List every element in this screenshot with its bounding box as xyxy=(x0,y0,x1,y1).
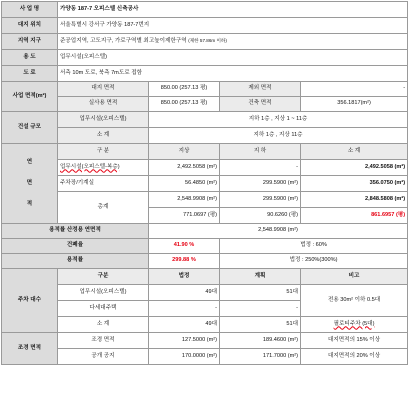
parking-col-type: 구분 xyxy=(58,269,149,285)
floor-sum-above-m2: 2,548.9908 (m²) xyxy=(149,192,220,208)
parking-note-2: 필로티주차 (5대) xyxy=(333,320,375,327)
parking-label: 주차 대수 xyxy=(2,269,58,333)
floor-sum-below-py: 90.6260 (평) xyxy=(220,208,301,224)
zone-label: 지역 지구 xyxy=(2,34,58,50)
parking-multi-plan: - xyxy=(220,301,301,317)
far-value: 299.88 % xyxy=(149,254,220,269)
floor-col-above: 지상 xyxy=(149,144,220,160)
floor-col-type: 구 분 xyxy=(58,144,149,160)
site-area-value: 850.00 (257.13 평) xyxy=(149,82,220,97)
floor-sum-label: 총계 xyxy=(58,192,149,224)
far-area-label: 용적률 산정용 연면적 xyxy=(2,224,149,239)
parking-col-legal: 법정 xyxy=(149,269,220,285)
parking-multi-label: 다세대주택 xyxy=(58,301,149,317)
parking-total-plan: 51대 xyxy=(220,317,301,333)
floor-row-total: 356.0750 (m²) xyxy=(301,176,408,192)
parking-note-1: 전용 30m² 이하 0.5대 xyxy=(301,285,408,317)
landscape-open-legal: 170.0000 (m²) xyxy=(149,349,220,365)
project-name-label: 사 업 명 xyxy=(2,2,58,18)
landscape-land-label: 조경 면적 xyxy=(58,333,149,349)
usage-value: 업무시설(오피스텔) xyxy=(58,50,408,66)
floor-row-type: 주차장/기계실 xyxy=(58,176,149,192)
scale-office-label: 업무시설(오피스텔) xyxy=(58,112,149,128)
scale-label: 건설 규모 xyxy=(2,112,58,144)
floor-row-type-text: 업무시설(오피스텔-복층) xyxy=(60,163,120,170)
exclusion-label: 제외 면적 xyxy=(220,82,301,97)
floor-row-above: 56.4850 (m²) xyxy=(149,176,220,192)
scale-total-label: 소 계 xyxy=(58,128,149,144)
parking-multi-legal: - xyxy=(149,301,220,317)
actual-area-label: 실사용 면적 xyxy=(58,97,149,112)
actual-area-value: 850.00 (257.13 평) xyxy=(149,97,220,112)
parking-office-label: 업무시설(오피스텔) xyxy=(58,285,149,301)
scale-office-value: 지하 1층 , 지상 1 ~ 11층 xyxy=(149,112,408,128)
floor-area-label xyxy=(2,144,58,224)
far-legal: 법정 : 250%(300%) xyxy=(220,254,408,269)
road-value: 서측 10m 도로, 북측 7m도로 접함 xyxy=(58,66,408,82)
parking-total-legal: 49대 xyxy=(149,317,220,333)
area-label: 사업 면적(m²) xyxy=(2,82,58,112)
table-row xyxy=(2,160,408,176)
site-area-label: 대지 면적 xyxy=(58,82,149,97)
parking-col-plan: 계획 xyxy=(220,269,301,285)
floor-sum-below-m2: 299.5900 (m²) xyxy=(220,192,301,208)
landscape-land-note: 대지면적의 15% 이상 xyxy=(301,333,408,349)
parking-office-legal: 49대 xyxy=(149,285,220,301)
floor-sum-total-py: 861.6957 (평) xyxy=(301,208,408,224)
floor-row-above: 2,492.5058 (m²) xyxy=(149,160,220,176)
far-label: 용적률 xyxy=(2,254,149,269)
landscape-open-plan: 171.7000 (m²) xyxy=(220,349,301,365)
landscape-label: 조경 면적 xyxy=(2,333,58,365)
building-area-value: 356.1817(m²) xyxy=(301,97,408,112)
scale-total-value: 지하 1층 , 지상 11층 xyxy=(149,128,408,144)
landscape-land-legal: 127.5000 (m²) xyxy=(149,333,220,349)
floor-row-type xyxy=(58,160,149,176)
zone-cell xyxy=(58,34,408,50)
bcr-legal: 법정 : 60% xyxy=(220,239,408,254)
floor-area-label-1: 연 xyxy=(26,158,33,165)
far-area-value: 2,548.9908 (m²) xyxy=(149,224,408,239)
building-area-label: 건축 면적 xyxy=(220,97,301,112)
parking-col-note: 비고 xyxy=(301,269,408,285)
project-name-value: 가양동 187-7 오피스텔 신축공사 xyxy=(58,2,408,18)
exclusion-value: - xyxy=(301,82,408,97)
floor-row-total: 2,492.5058 (m²) xyxy=(301,160,408,176)
floor-row-below: - xyxy=(220,160,301,176)
parking-office-plan: 51대 xyxy=(220,285,301,301)
usage-label: 용 도 xyxy=(2,50,58,66)
floor-col-total: 소 계 xyxy=(301,144,408,160)
parking-note-2-cell xyxy=(301,317,408,333)
table-row xyxy=(2,176,408,192)
floor-area-label-2: 면 xyxy=(26,180,33,187)
parking-total-label: 소 계 xyxy=(58,317,149,333)
project-summary-table xyxy=(1,1,408,365)
bcr-label: 건폐율 xyxy=(2,239,149,254)
floor-area-label-3: 적 xyxy=(26,201,33,208)
road-label: 도 로 xyxy=(2,66,58,82)
site-location-value: 서울특별시 강서구 가양동 187-7번지 xyxy=(58,18,408,34)
landscape-land-plan: 189.4600 (m²) xyxy=(220,333,301,349)
floor-sum-above-py: 771.0697 (평) xyxy=(149,208,220,224)
site-location-label: 대지 위치 xyxy=(2,18,58,34)
zone-value: 준공업지역, 고도지구, 가로구역별 최고높이제한구역 xyxy=(60,37,187,44)
bcr-value: 41.90 % xyxy=(149,239,220,254)
floor-row-below: 299.5900 (m²) xyxy=(220,176,301,192)
floor-sum-total-m2: 2,848.5808 (m²) xyxy=(301,192,408,208)
landscape-open-note: 대지면적의 20% 이상 xyxy=(301,349,408,365)
floor-col-below: 지 하 xyxy=(220,144,301,160)
landscape-open-label: 공개 공지 xyxy=(58,349,149,365)
zone-note: (제한 57.86m 이하) xyxy=(188,37,227,43)
